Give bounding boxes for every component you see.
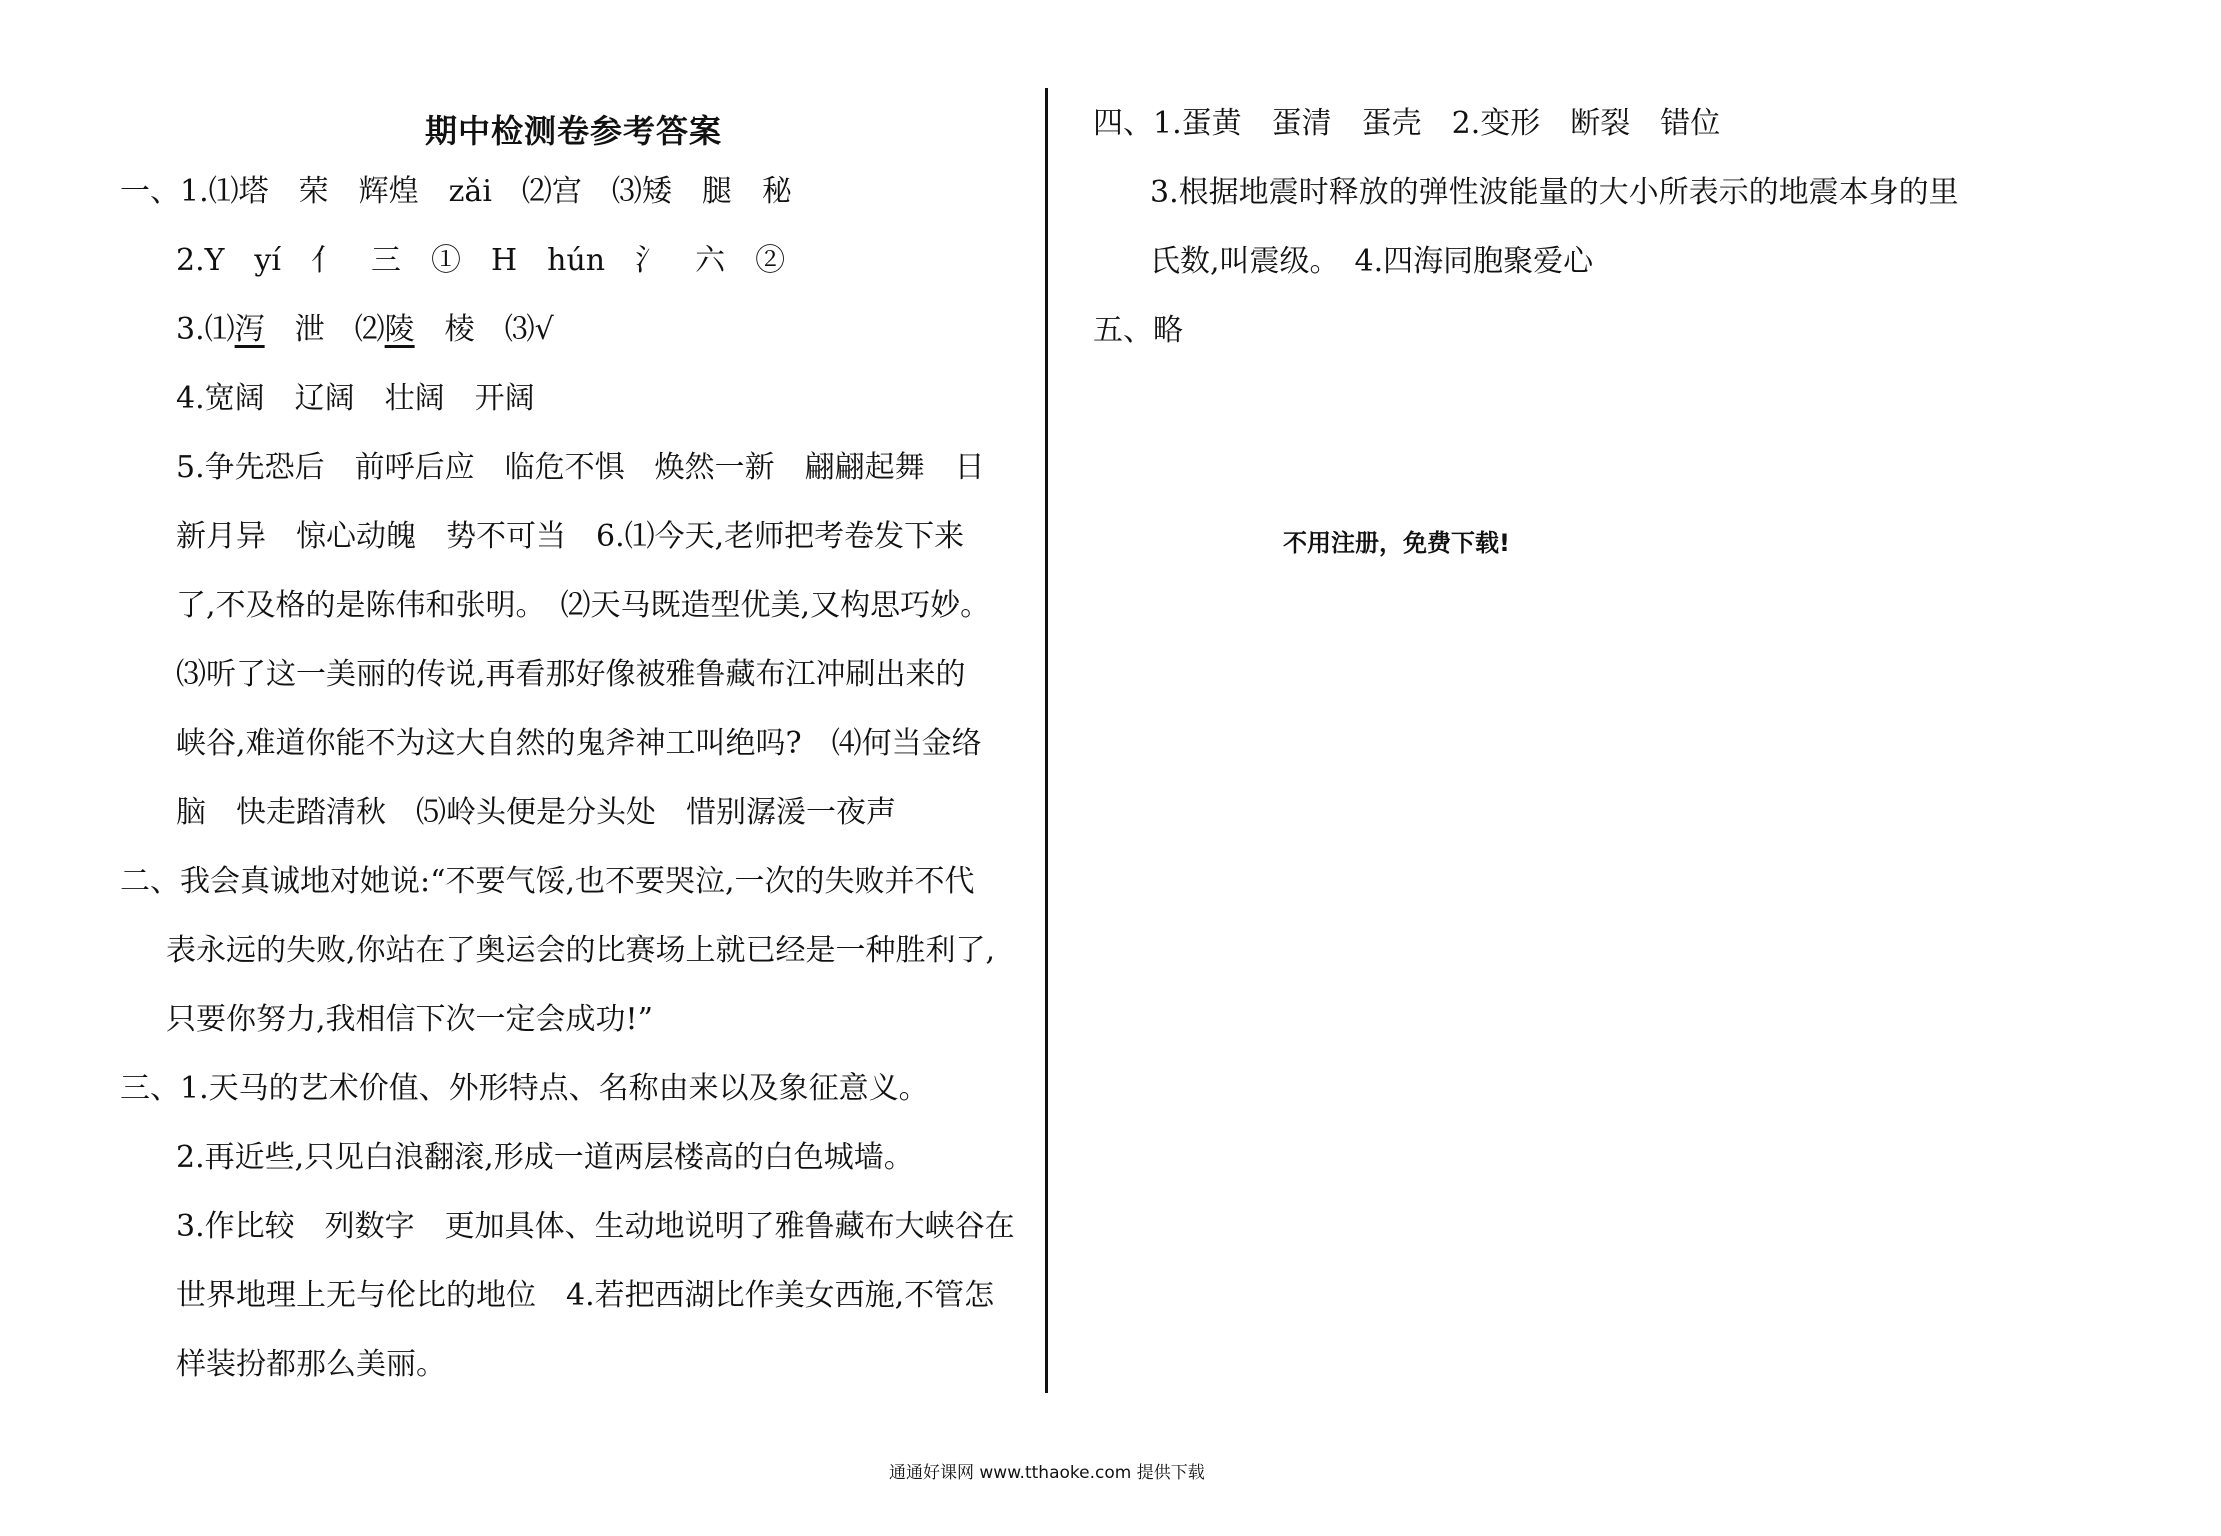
answer-line-9: 峡谷,难道你能不为这大自然的鬼斧神工叫绝吗? ⑷何当金络 <box>176 726 982 761</box>
column-divider <box>1045 88 1048 1393</box>
answer-line-1: 一、1.⑴塔 荣 辉煌 zǎi ⑵宫 ⑶矮 腿 秘 <box>120 174 792 209</box>
answer-line-10: 脑 快走踏清秋 ⑸岭头便是分头处 惜别潺湲一夜声 <box>176 795 896 830</box>
answer-line-r3: 氏数,叫震级。 4.四海同胞聚爱心 <box>1150 244 1594 279</box>
answer-line-15: 2.再近些,只见白浪翻滚,形成一道两层楼高的白色城墙。 <box>176 1140 914 1175</box>
answer-line-4: 4.宽阔 辽阔 壮阔 开阔 <box>176 381 535 416</box>
answer-line-7: 了,不及格的是陈伟和张明。 ⑵天马既造型优美,又构思巧妙。 <box>176 588 991 623</box>
answer-line-13: 只要你努力,我相信下次一定会成功!” <box>166 1002 653 1037</box>
answer-line-3-part-b: 泄 ⑵ <box>264 312 385 347</box>
answer-line-5: 5.争先恐后 前呼后应 临危不惧 焕然一新 翩翩起舞 日 <box>176 450 985 485</box>
answer-line-12: 表永远的失败,你站在了奥运会的比赛场上就已经是一种胜利了, <box>166 933 996 968</box>
answer-line-14: 三、1.天马的艺术价值、外形特点、名称由来以及象征意义。 <box>120 1071 929 1106</box>
answer-line-6: 新月异 惊心动魄 势不可当 6.⑴今天,老师把考卷发下来 <box>176 519 965 554</box>
answer-line-18: 样装扮都那么美丽。 <box>176 1347 446 1382</box>
answer-line-r2: 3.根据地震时释放的弹性波能量的大小所表示的地震本身的里 <box>1150 175 1959 210</box>
answer-line-11: 二、我会真诚地对她说:“不要气馁,也不要哭泣,一次的失败并不代 <box>120 864 975 899</box>
footer-text: 通通好课网 www.tthaoke.com 提供下载 <box>889 1463 1205 1483</box>
answer-line-r1: 四、1.蛋黄 蛋清 蛋壳 2.变形 断裂 错位 <box>1093 106 1721 141</box>
answer-line-2: 2.Y yí 亻 三 ① H hún 氵 六 ② <box>176 243 786 278</box>
page-title: 期中检测卷参考答案 <box>425 112 723 150</box>
answer-line-r4: 五、略 <box>1093 313 1183 348</box>
answer-line-17: 世界地理上无与伦比的地位 4.若把西湖比作美女西施,不管怎 <box>176 1278 995 1313</box>
answer-line-3 <box>176 312 554 348</box>
answer-line-8: ⑶听了这一美丽的传说,再看那好像被雅鲁藏布江冲刷出来的 <box>176 657 966 692</box>
answer-line-16: 3.作比较 列数字 更加具体、生动地说明了雅鲁藏布大峡谷在 <box>176 1209 1015 1244</box>
answer-line-3-part-a: 3.⑴ <box>176 312 235 347</box>
answer-line-3-part-c: 棱 ⑶√ <box>414 312 554 347</box>
underlined-char-2: 陵 <box>384 312 415 347</box>
promo-text: 不用注册，免费下载! <box>1283 529 1510 557</box>
underlined-char-1: 泻 <box>234 312 265 347</box>
